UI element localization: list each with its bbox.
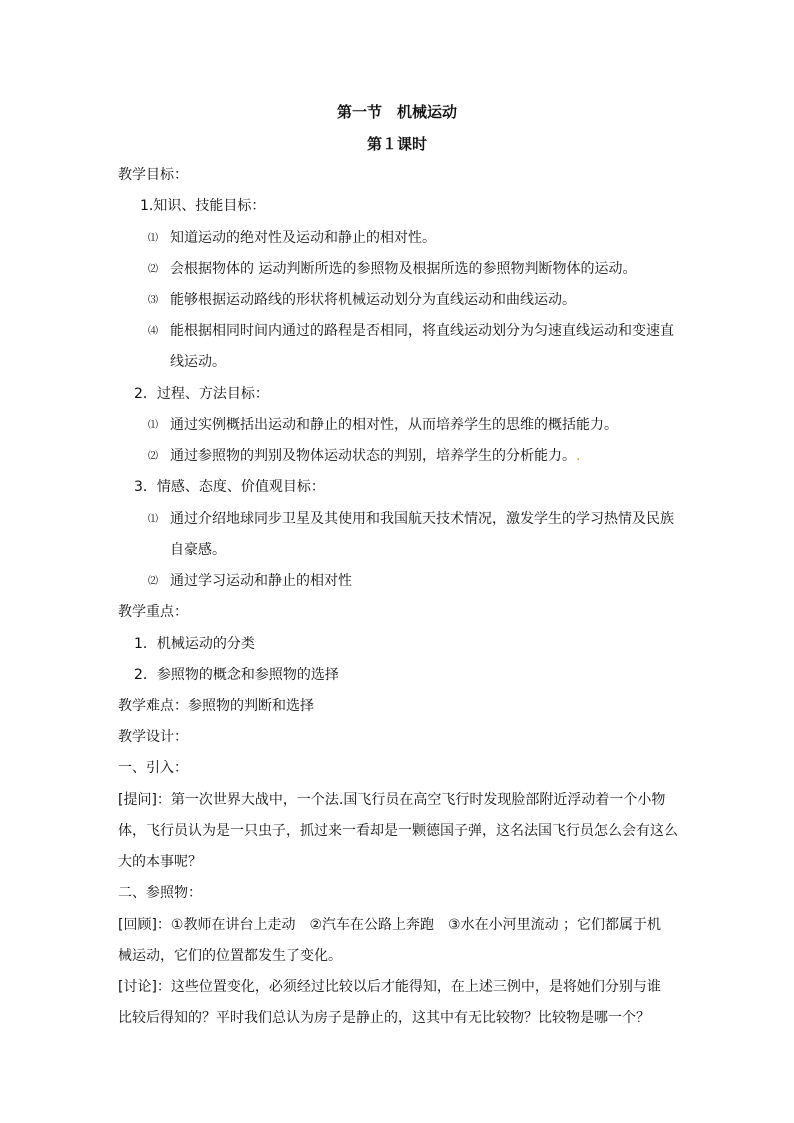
section1-heading: 一、引入：	[118, 760, 188, 776]
item-text: 能够根据运动路线的形状将机械运动划分为直线运动和曲线运动。	[170, 292, 576, 308]
section2-line-1: [回顾]：①教师在讲台上走动 ②汽车在公路上奔跑 ③水在小河里流动 ；它们都属于机	[118, 917, 662, 933]
design-heading: 教学设计：	[118, 729, 188, 745]
goal3-item-1	[148, 509, 674, 530]
section2-heading: 二、参照物：	[118, 885, 202, 901]
section1-line-1: [提问]：第一次世界大战中，一个法.国飞行员在高空飞行时发现脸部附近浮动着一个小物	[118, 792, 666, 808]
section1-line-3: 大的本事呢？	[118, 854, 202, 870]
item-text: 会根据物体的 运动判断所选的参照物及根据所选的参照物判断物体的运动。	[170, 261, 637, 277]
goal1-item-1	[148, 228, 436, 249]
item-number: ⑵	[148, 264, 158, 275]
section2-line-2: 械运动，它们的位置都发生了变化。	[118, 948, 342, 964]
page-subtitle: 第１课时	[366, 135, 427, 153]
item-number: ⑶	[148, 295, 158, 306]
item-number: ⑴	[148, 233, 158, 244]
item-number: ⑴	[148, 514, 158, 525]
section1-line-2: 体，飞行员认为是一只虫子，抓过来一看却是一颗德国子弹，这名法国飞行员怎么会有这么	[118, 823, 678, 839]
item-text: 能根据相同时间内通过的路程是否相同，将直线运动划分为匀速直线运动和变速直	[170, 323, 674, 339]
goal1-heading: 1.知识、技能目标：	[140, 198, 266, 214]
item-text: 通过介绍地球同步卫星及其使用和我国航天技术情况，激发学生的学习热情及民族	[170, 511, 674, 527]
goal1-item-2	[148, 259, 636, 280]
item-number: ⑵	[148, 576, 158, 587]
key-point-2: 2．参照物的概念和参照物的选择	[134, 667, 339, 683]
goal3-item-2	[148, 571, 352, 592]
goal1-item-3	[148, 290, 576, 311]
key-points-heading: 教学重点：	[118, 604, 188, 620]
page-title: 第一节 机械运动	[336, 103, 457, 121]
item-text: 知道运动的绝对性及运动和静止的相对性。	[170, 230, 436, 246]
item-number: ⑷	[148, 326, 158, 337]
item-text: 通过实例概括出运动和静止的相对性，从而培养学生的思维的概括能力。	[170, 417, 618, 433]
item-text: 通过学习运动和静止的相对性	[170, 573, 352, 589]
difficulty-line: 教学难点：参照物的判断和选择	[118, 698, 314, 714]
goal2-heading: 2．过程、方法目标：	[134, 386, 269, 402]
item-text: 通过参照物的判别及物体运动状态的判别，培养学生的分析能力。	[170, 448, 576, 464]
goal1-item-4-continued: 线运动。	[170, 354, 226, 370]
stray-mark: .	[576, 448, 581, 464]
item-number: ⑵	[148, 451, 158, 462]
goal3-heading: 3．情感、态度、价值观目标：	[134, 479, 325, 495]
objectives-heading: 教学目标：	[118, 167, 188, 183]
item-number: ⑴	[148, 420, 158, 431]
goal2-item-2	[148, 446, 580, 467]
section2-line-4: 比较后得知的？平时我们总认为房子是静止的，这其中有无比较物？比较物是哪一个？	[118, 1010, 650, 1026]
goal1-item-4	[148, 321, 674, 342]
goal2-item-1	[148, 415, 618, 436]
section2-line-3: [讨论]：这些位置变化，必须经过比较以后才能得知，在上述三例中，是将她们分别与谁	[118, 979, 661, 995]
key-point-1: 1．机械运动的分类	[134, 636, 255, 652]
goal3-item-1-continued: 自豪感。	[170, 542, 226, 558]
